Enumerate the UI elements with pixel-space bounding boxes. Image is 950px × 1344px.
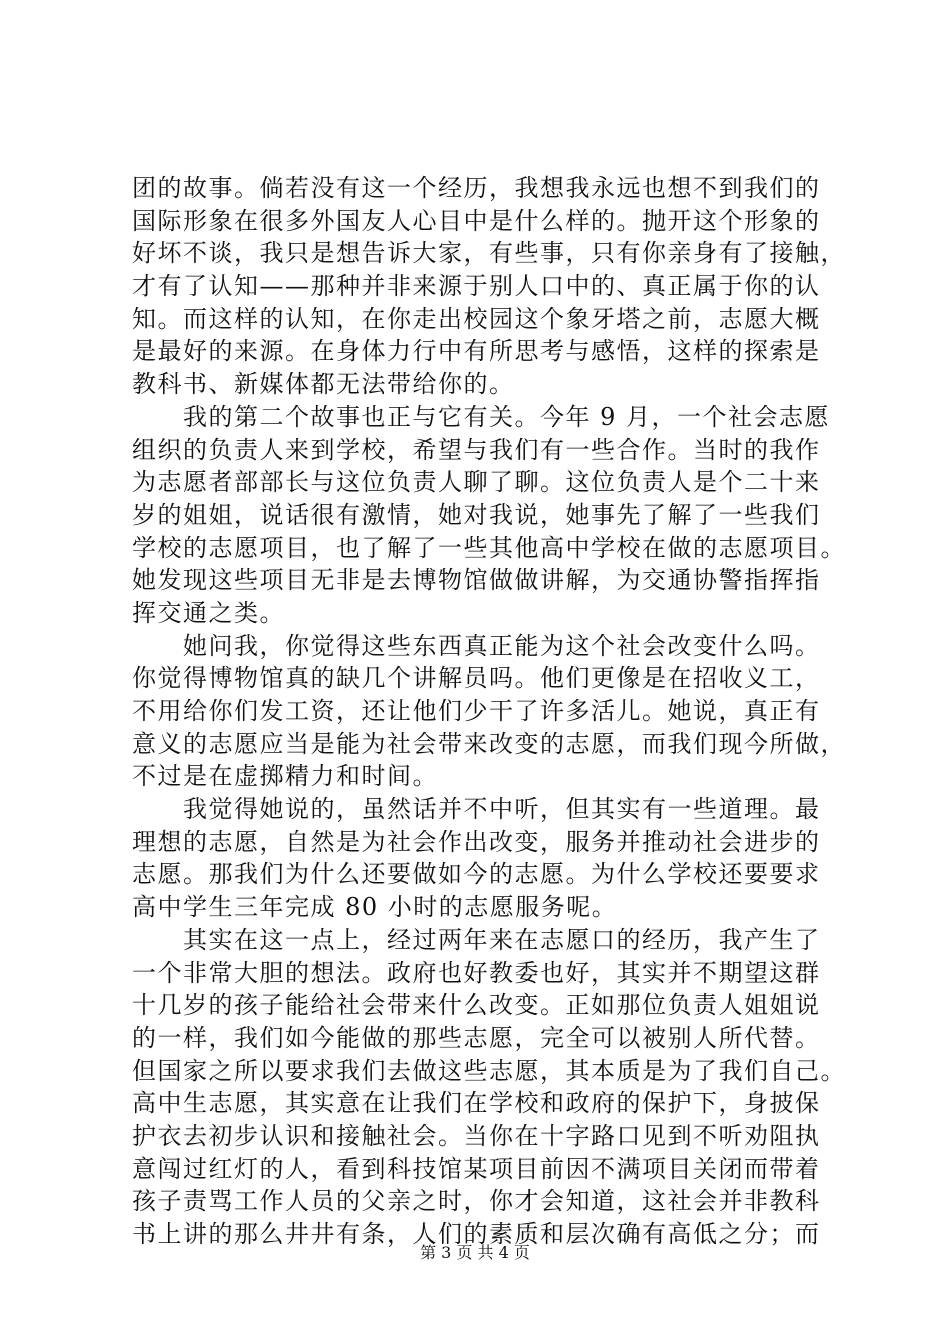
text-line: 组织的负责人来到学校，希望与我们有一些合作。当时的我作 — [132, 435, 821, 464]
document-body — [132, 172, 846, 1251]
text-line: 团的故事。倘若没有这一个经历，我想我永远也想不到我们的 — [132, 174, 821, 202]
text-line: 志愿。那我们为什么还要做如今的志愿。为什么学校还要要求 — [132, 860, 821, 889]
text-line: 好坏不谈，我只是想告诉大家，有些事，只有你亲身有了接触， — [132, 239, 846, 268]
text-line: 十几岁的孩子能给社会带来什么改变。正如那位负责人姐姐说 — [132, 991, 821, 1020]
text-line: 意义的志愿应当是能为社会带来改变的志愿，而我们现今所做， — [132, 729, 846, 758]
text-line: 知。而这样的认知，在你走出校园这个象牙塔之前，志愿大概 — [132, 304, 821, 333]
text-line: 挥交通之类。 — [132, 598, 285, 627]
text-line: 高中生志愿，其实意在让我们在学校和政府的保护下，身披保 — [132, 1089, 821, 1118]
text-line: 但国家之所以要求我们去做这些志愿，其本质是为了我们自己。 — [132, 1056, 846, 1085]
text-line: 国际形象在很多外国友人心目中是什么样的。抛开这个形象的 — [132, 206, 821, 235]
text-line: 不过是在虚掷精力和时间。 — [132, 762, 438, 791]
text-line: 我的第二个故事也正与它有关。今年 9 月，一个社会志愿 — [132, 402, 831, 431]
text-line: 意闯过红灯的人，看到科技馆某项目前因不满项目关闭而带着 — [132, 1154, 821, 1183]
text-line: 学校的志愿项目，也了解了一些其他高中学校在做的志愿项目。 — [132, 533, 846, 562]
text-line: 岁的姐姐，说话很有激情，她对我说，她事先了解了一些我们 — [132, 500, 821, 529]
text-line: 其实在这一点上，经过两年来在志愿口的经历，我产生了 — [132, 925, 821, 954]
text-line: 一个非常大胆的想法。政府也好教委也好，其实并不期望这群 — [132, 958, 821, 987]
text-line: 我觉得她说的，虽然话并不中听，但其实有一些道理。最 — [132, 795, 821, 824]
text-line: 不用给你们发工资，还让他们少干了许多活儿。她说，真正有 — [132, 697, 821, 725]
text-line: 的一样，我们如今能做的那些志愿，完全可以被别人所代替。 — [132, 1023, 821, 1052]
text-line: 她问我，你觉得这些东西真正能为这个社会改变什么吗。 — [132, 631, 821, 660]
text-line: 教科书、新媒体都无法带给你的。 — [132, 370, 515, 399]
page-number-footer: 第 3 页 共 4 页 — [420, 1243, 530, 1262]
text-line: 她发现这些项目无非是去博物馆做做讲解，为交通协警指挥指 — [132, 566, 821, 595]
text-line: 你觉得博物馆真的缺几个讲解员吗。他们更像是在招收义工， — [132, 664, 821, 693]
text-line: 书上讲的那么井井有条，人们的素质和层次确有高低之分；而 — [132, 1220, 821, 1248]
text-line: 是最好的来源。在身体力行中有所思考与感悟，这样的探索是 — [132, 337, 821, 366]
text-line: 护衣去初步认识和接触社会。当你在十字路口见到不听劝阻执 — [132, 1121, 821, 1150]
text-line: 孩子责骂工作人员的父亲之时，你才会知道，这社会并非教科 — [132, 1187, 821, 1216]
text-line: 为志愿者部部长与这位负责人聊了聊。这位负责人是个二十来 — [132, 468, 821, 497]
text-line: 理想的志愿，自然是为社会作出改变，服务并推动社会进步的 — [132, 827, 821, 856]
text-line: 才有了认知——那种并非来源于别人口中的、真正属于你的认 — [132, 272, 821, 301]
text-line: 高中学生三年完成 80 小时的志愿服务呢。 — [132, 893, 618, 922]
